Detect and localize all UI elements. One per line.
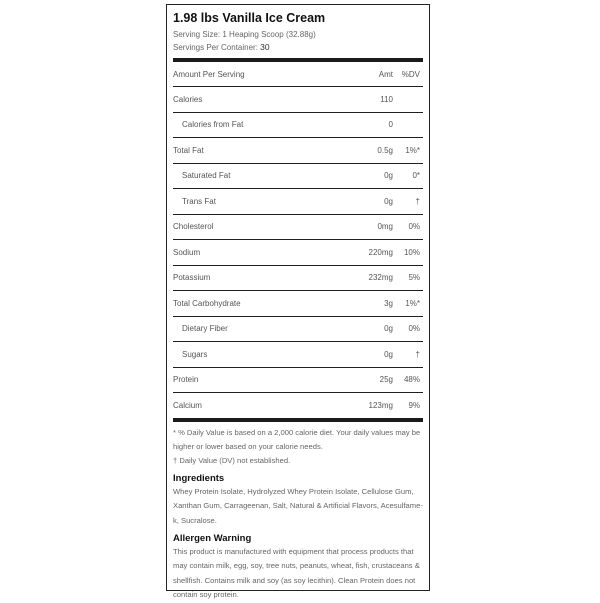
serving-size-value: 1 Heaping Scoop (32.88g) — [222, 30, 316, 39]
row-calories — [173, 87, 423, 113]
nutrient-label: Total Carbohydrate — [173, 298, 241, 308]
nutrient-amount: 0mg — [377, 222, 393, 232]
nutrient-amount: 0g — [384, 171, 393, 181]
nutrient-amount: 0.5g — [377, 145, 393, 155]
ingredients-title: Ingredients — [173, 472, 225, 484]
row-sugars — [173, 342, 423, 368]
nutrient-dv: 0* — [412, 171, 420, 181]
row-trans-fat — [173, 189, 423, 215]
row-protein — [173, 368, 423, 394]
row-total-carbohydrate — [173, 291, 423, 317]
nutrient-label: Total Fat — [173, 145, 204, 155]
nutrient-dv: 0% — [408, 222, 420, 232]
thick-divider-bottom — [173, 418, 423, 422]
row-saturated-fat — [173, 164, 423, 190]
nutrient-dv: 10% — [403, 247, 420, 257]
nutrient-amount: 220mg — [368, 247, 393, 257]
nutrient-dv: 5% — [408, 273, 420, 283]
nutrient-label: Sodium — [173, 247, 201, 257]
nutrient-label: Cholesterol — [173, 222, 214, 232]
nutrient-label: Potassium — [173, 273, 211, 283]
table-header — [173, 62, 423, 87]
nutrient-dv: 48% — [403, 375, 420, 385]
product-title: 1.98 lbs Vanilla Ice Cream — [173, 11, 326, 25]
nutrition-facts-panel — [166, 4, 430, 600]
nutrient-dv: 0% — [408, 324, 420, 334]
servings-label: Servings Per Container: — [173, 43, 258, 52]
nutrient-amount: 0 — [388, 120, 393, 130]
nutrient-amount: 110 — [380, 94, 393, 104]
serving-size — [173, 28, 423, 41]
nutrient-amount: 123mg — [368, 400, 393, 410]
row-sodium — [173, 240, 423, 266]
nutrient-amount: 0g — [384, 324, 393, 334]
header-dv: %DV — [401, 69, 420, 79]
nutrient-amount: 25g — [379, 375, 393, 385]
row-potassium — [173, 266, 423, 292]
row-total-fat — [173, 138, 423, 164]
nutrient-amount: 0g — [384, 196, 393, 206]
nutrient-dv: 1%* — [405, 145, 420, 155]
nutrient-label: Dietary Fiber — [182, 324, 228, 334]
allergen-title: Allergen Warning — [173, 532, 252, 544]
nutrient-amount: 0g — [384, 349, 393, 359]
row-calories-from-fat — [173, 113, 423, 139]
nutrient-label: Protein — [173, 375, 199, 385]
nutrient-label: Calories — [173, 94, 203, 104]
allergen-text: This product is manufactured with equipment that process products that may contain milk, egg, soy, tree nuts, peanuts, wheat, fish, crustaceans & shellfish. Contains milk and soy (as soy lecithin). Clean Protein does not contain soy protein. — [173, 546, 420, 600]
nutrient-label: Sugars — [182, 349, 208, 359]
nutrient-dv: † — [415, 196, 420, 206]
row-cholesterol — [173, 215, 423, 241]
serving-size-label: Serving Size: — [173, 30, 221, 39]
servings-per-container — [173, 41, 423, 54]
footnotes — [173, 426, 423, 469]
nutrient-dv: 1%* — [405, 298, 420, 308]
footnote-dagger: † Daily Value (DV) not established. — [173, 456, 291, 466]
nutrient-label: Saturated Fat — [182, 171, 231, 181]
header-amount-per-serving: Amount Per Serving — [173, 69, 245, 79]
footnote-daily-value: * % Daily Value is based on a 2,000 calorie diet. Your daily values may be higher or lower based on your calorie needs. — [173, 427, 421, 451]
ingredients-text: Whey Protein Isolate, Hydrolyzed Whey Protein Isolate, Cellulose Gum, Xanthan Gum, Carrageenan, Salt, Natural & Artificial Flavors, Acesulfame-k, Sucralose. — [173, 486, 423, 525]
nutrient-label: Trans Fat — [182, 196, 216, 206]
nutrient-amount: 3g — [384, 298, 393, 308]
nutrient-dv: † — [415, 349, 420, 359]
nutrient-label: Calcium — [173, 400, 202, 410]
nutrient-amount: 232mg — [368, 273, 393, 283]
header-amt: Amt — [378, 69, 393, 79]
servings-value: 30 — [260, 42, 270, 52]
nutrient-dv: 9% — [408, 400, 420, 410]
nutrient-label: Calories from Fat — [182, 120, 244, 130]
row-calcium — [173, 393, 423, 418]
row-dietary-fiber — [173, 317, 423, 343]
